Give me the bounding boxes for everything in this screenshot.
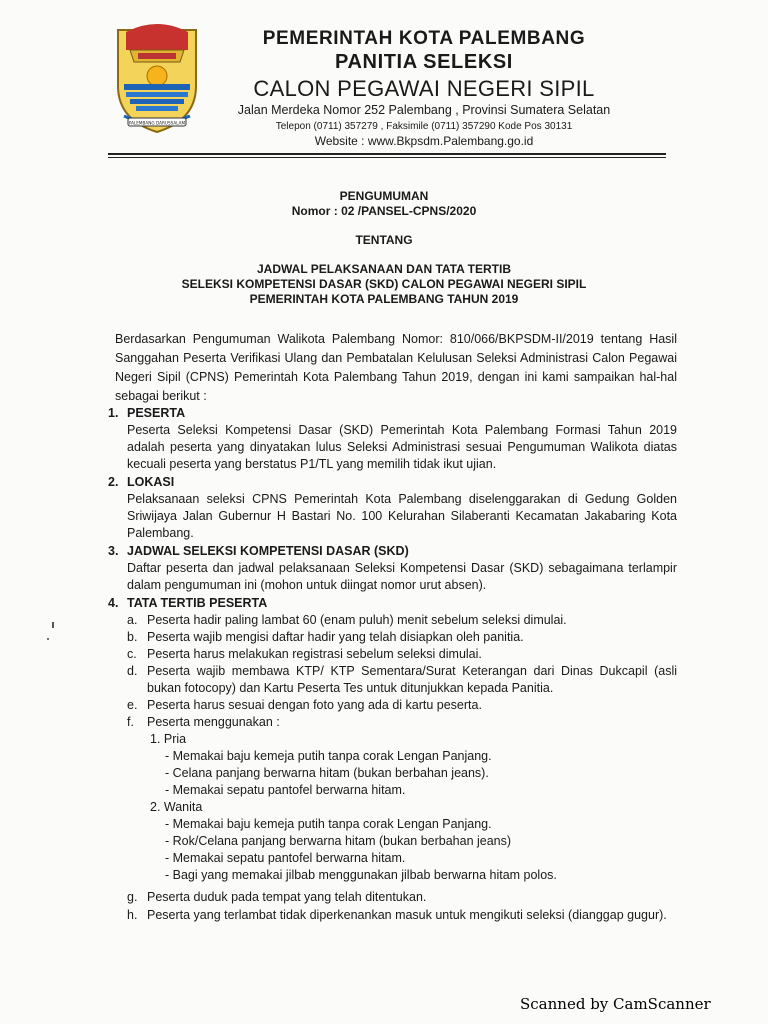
section-1-number: 1. xyxy=(108,406,119,420)
attire-wanita-item: - Rok/Celana panjang berwarna hitam (bukan berbahan jeans) xyxy=(165,834,512,848)
attire-wanita-item: - Memakai sepatu pantofel berwarna hitam. xyxy=(165,851,406,865)
attire-wanita-label: 2. Wanita xyxy=(150,800,203,814)
section-1-title: PESERTA xyxy=(127,406,186,420)
intro-paragraph: Berdasarkan Pengumuman Walikota Palembang Nomor: 810/066/BKPSDM-II/2019 tentang Hasil Sanggahan Peserta Verifikasi Ulang dan Pembatalan Kelulusan Seleksi Administrasi Calon Pegawai Negeri Sipil (CPNS) Pemerintah Kota Palembang Tahun 2019, dengan ini kami sampaikan hal-hal sebagai berikut : xyxy=(115,332,677,403)
rule-c-text: Peserta harus melakukan registrasi sebelum seleksi dimulai. xyxy=(147,647,482,661)
rule-d-mark: d. xyxy=(127,664,138,678)
attire-pria-label: 1. Pria xyxy=(150,732,187,746)
rule-e-text: Peserta harus sesuai dengan foto yang ada di kartu peserta. xyxy=(147,698,482,712)
section-4-title: TATA TERTIB PESERTA xyxy=(127,596,268,610)
section-2-text: Pelaksanaan seleksi CPNS Pemerintah Kota Palembang diselenggarakan di Gedung Golden Sriwijaya Jalan Gubernur H Bastari No. 100 Kelurahan Silaberanti Kecamatan Jakabaring Kota Palembang. xyxy=(127,492,677,540)
letterhead-website: Website : www.Bkpsdm.Palembang.go.id xyxy=(314,134,534,148)
rule-c-mark: c. xyxy=(127,647,137,661)
title-line-3: PEMERINTAH KOTA PALEMBANG TAHUN 2019 xyxy=(249,292,519,306)
scan-speck xyxy=(52,622,54,628)
attire-pria-item: - Memakai baju kemeja putih tanpa corak Lengan Panjang. xyxy=(165,749,492,763)
announcement-heading: PENGUMUMAN xyxy=(339,189,429,203)
section-2-title: LOKASI xyxy=(127,475,175,489)
letterhead-phone: Telepon (0711) 357279 , Faksimile (0711) 357290 Kode Pos 30131 xyxy=(275,121,573,132)
section-3-number: 3. xyxy=(108,544,119,558)
section-4-number: 4. xyxy=(108,596,119,610)
camscanner-watermark: Scanned by CamScanner xyxy=(520,995,711,1013)
attire-pria-item: - Celana panjang berwarna hitam (bukan berbahan jeans). xyxy=(165,766,489,780)
title-line-1: JADWAL PELAKSANAAN DAN TATA TERTIB xyxy=(257,262,511,276)
rule-b-mark: b. xyxy=(127,630,138,644)
letterhead-rule-thin xyxy=(108,157,666,158)
letterhead-rule xyxy=(108,153,666,155)
announcement-number: Nomor : 02 /PANSEL-CPNS/2020 xyxy=(291,204,477,218)
rule-g-text: Peserta duduk pada tempat yang telah ditentukan. xyxy=(147,890,427,904)
rule-a-mark: a. xyxy=(127,613,138,627)
rule-f-mark: f. xyxy=(127,715,134,729)
rule-h-mark: h. xyxy=(127,908,138,922)
rule-b-text: Peserta wajib mengisi daftar hadir yang telah disiapkan oleh panitia. xyxy=(147,630,524,644)
letterhead-address: Jalan Merdeka Nomor 252 Palembang , Provinsi Sumatera Selatan xyxy=(237,103,611,117)
palembang-crest-logo xyxy=(108,20,206,134)
letterhead-cpns: CALON PEGAWAI NEGERI SIPIL xyxy=(253,76,595,101)
section-3-title: JADWAL SELEKSI KOMPETENSI DASAR (SKD) xyxy=(127,544,409,558)
section-1-text: Peserta Seleksi Kompetensi Dasar (SKD) Pemerintah Kota Palembang Formasi Tahun 2019 adalah peserta yang dinyatakan lulus Seleksi Administrasi sesuai Pengumuman Walikota diatas kecuali peserta yang berstatus P1/TL yang memilih tidak ikut ujian. xyxy=(127,423,677,471)
attire-pria-item: - Memakai sepatu pantofel berwarna hitam. xyxy=(165,783,406,797)
section-2-number: 2. xyxy=(108,475,119,489)
rule-e-mark: e. xyxy=(127,698,138,712)
rule-d-text: Peserta wajib membawa KTP/ KTP Sementara/Surat Keterangan dari Dinas Dukcapil (asli bukan fotocopy) dan Kartu Peserta Tes untuk ditunjukkan kepada Panitia. xyxy=(147,664,677,695)
attire-wanita-item: - Memakai baju kemeja putih tanpa corak Lengan Panjang. xyxy=(165,817,492,831)
rule-g-mark: g. xyxy=(127,890,138,904)
rule-h-text: Peserta yang terlambat tidak diperkenankan masuk untuk mengikuti seleksi (dianggap gugur). xyxy=(147,908,667,922)
section-3-text: Daftar peserta dan jadwal pelaksanaan Seleksi Kompetensi Dasar (SKD) sebagaimana terlampir dalam pengumuman ini (mohon untuk diingat nomor urut absen). xyxy=(127,561,677,592)
rule-a-text: Peserta hadir paling lambat 60 (enam puluh) menit sebelum seleksi dimulai. xyxy=(147,613,567,627)
letterhead-government: PEMERINTAH KOTA PALEMBANG xyxy=(262,28,586,49)
title-line-2: SELEKSI KOMPETENSI DASAR (SKD) CALON PEGAWAI NEGERI SIPIL xyxy=(181,277,587,291)
attire-wanita-item: - Bagi yang memakai jilbab menggunakan jilbab berwarna hitam polos. xyxy=(165,868,557,882)
rule-f-text: Peserta menggunakan : xyxy=(147,715,280,729)
scan-speck xyxy=(47,638,49,640)
crest-caption: PALEMBANG DARUSSALAM xyxy=(128,120,186,126)
about-heading: TENTANG xyxy=(355,233,413,247)
letterhead-committee: PANITIA SELEKSI xyxy=(335,51,513,73)
